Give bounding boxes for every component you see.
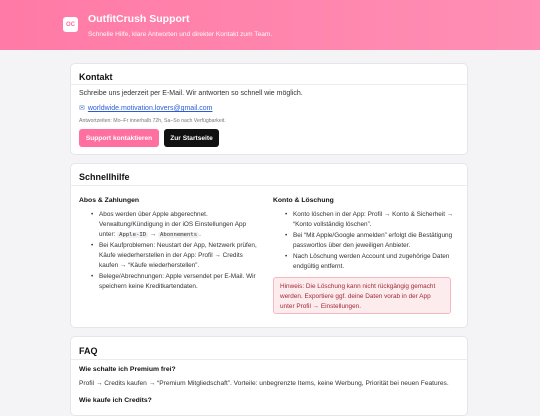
contact-support-button[interactable]: Support kontaktieren: [79, 129, 159, 147]
faq-question: Wie schalte ich Premium frei?: [79, 366, 176, 373]
contact-intro: Schreibe uns jederzeit per E-Mail. Wir antworten so schnell wie möglich.: [79, 90, 303, 97]
list-item: • Belege/Abrechnungen: Apple versendet per E-Mail. Wir speichern keine Kreditkartendaten.: [89, 272, 261, 292]
envelope-icon: ✉: [79, 105, 85, 112]
faq-title: FAQ: [79, 346, 98, 356]
divider: [71, 84, 467, 85]
app-logo: OC: [63, 17, 78, 32]
code-apple-id: Apple-ID: [119, 232, 147, 238]
email-link[interactable]: worldwide.motivation.lovers@gmail.com: [87, 105, 213, 112]
list-item: • Nach Löschung werden Account und zugehörige Daten endgültig entfernt.: [283, 252, 463, 272]
code-abonnements: Abonnements: [160, 232, 198, 238]
deletion-warning: Hinweis: Die Löschung kann nicht rückgängig gemacht werden. Exportiere ggf. deine Daten vorab in der App unter Profil → Einstellungen.: [273, 277, 451, 314]
list-item: • Abos werden über Apple abgerechnet. Verwaltung/Kündigung in der iOS Einstellungen App unter: Apple-ID → Abonnements .: [89, 210, 261, 240]
response-hours: Antwortzeiten: Mo–Fr innerhalb 72h, Sa–So nach Verfügbarkeit.: [79, 118, 226, 124]
home-button[interactable]: Zur Startseite: [164, 129, 219, 147]
account-deletion-title: Konto & Löschung: [273, 197, 334, 204]
page-header: [0, 0, 540, 50]
subscriptions-title: Abos & Zahlungen: [79, 197, 140, 204]
contact-title: Kontakt: [79, 72, 113, 82]
subscriptions-list: [89, 210, 261, 293]
list-item: • Konto löschen in der App: Profil → Konto & Sicherheit → “Konto vollständig löschen”.: [283, 210, 463, 230]
list-item: • Bei “Mit Apple/Google anmelden” erfolgt die Bestätigung passwortlos über den jeweiligen Anbieter.: [283, 231, 463, 251]
list-item: • Bei Kaufproblemen: Neustart der App, Netzwerk prüfen, Käufe wiederherstellen in der App: Profil → Credits kaufen → “Käufe wiederherstellen”.: [89, 241, 261, 271]
account-deletion-list: [283, 210, 463, 273]
divider: [71, 359, 467, 360]
contact-email-row: [79, 104, 212, 112]
contact-card: [70, 63, 468, 155]
page-title: OutfitCrush Support: [88, 13, 190, 25]
divider: [71, 185, 467, 186]
faq-answer: Profil → Credits kaufen → “Premium Mitgliedschaft”. Vorteile: unbegrenzte Items, keine Werbung, Priorität bei neuen Features.: [79, 380, 449, 387]
quick-help-card: [70, 163, 468, 328]
faq-card: [70, 336, 468, 416]
page-subtitle: Schnelle Hilfe, klare Antworten und direkter Kontakt zum Team.: [88, 31, 273, 38]
faq-question: Wie kaufe ich Credits?: [79, 397, 152, 404]
quick-help-title: Schnellhilfe: [79, 172, 130, 182]
